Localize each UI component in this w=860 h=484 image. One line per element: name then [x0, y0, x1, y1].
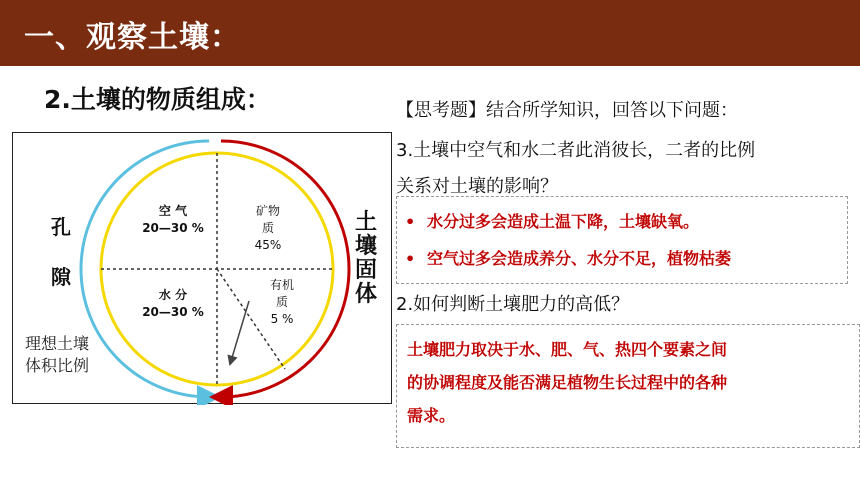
air-name: 空 气: [158, 204, 188, 218]
solid-label-char-3: 固: [355, 258, 378, 283]
pore-label-char-2: 隙: [51, 265, 71, 289]
question-3-line-1: 3.土壤中空气和水二者此消彼长，二者的比例: [396, 140, 756, 161]
question-intro: 【思考题】结合所学知识，回答以下问题：: [396, 100, 738, 121]
soil-composition-diagram: [12, 132, 392, 404]
ratio-label-line-2: 体积比例: [25, 356, 90, 375]
water-value: 20—30 %: [142, 305, 204, 319]
mineral-segment-label: [243, 203, 293, 254]
air-segment-label: [137, 203, 209, 237]
answer-box-2: [396, 324, 860, 448]
answer-2-line-3: 需求。: [407, 406, 456, 425]
answer-3-item-text: 空气过多会造成养分、水分不足，植物枯萎: [427, 249, 732, 268]
organic-name-line-2: 质: [275, 295, 288, 309]
mineral-name-line-1: 矿物: [255, 204, 280, 218]
pore-label-char-1: 孔: [51, 215, 71, 239]
organic-pointer-arrow: [231, 301, 249, 361]
answer-3-item: [405, 203, 839, 240]
mineral-name-line-2: 质: [261, 221, 274, 235]
organic-value: 5 %: [270, 312, 294, 326]
solid-label-char-2: 壤: [355, 234, 378, 259]
organic-name-line-1: 有机: [269, 278, 294, 292]
answer-3-item: [405, 240, 839, 277]
question-3-line-2: 关系对土壤的影响？: [396, 176, 558, 197]
answer-2-line-2: 的协调程度及能否满足植物生长过程中的各种: [407, 373, 728, 392]
answer-box-3: [396, 196, 848, 284]
answer-2-line-1: 土壤肥力取决于水、肥、气、热四个要素之间: [407, 340, 728, 359]
slide-title: 一、观察土壤：: [24, 20, 241, 55]
ratio-label-line-1: 理想土壤: [25, 334, 90, 353]
air-value: 20—30 %: [142, 221, 204, 235]
ideal-ratio-label: [25, 333, 89, 377]
bullet-icon: •: [405, 212, 416, 231]
organic-segment-label: [257, 277, 307, 328]
question-2: 2.如何判断土壤肥力的高低？: [396, 294, 630, 315]
solid-label-char-1: 土: [355, 210, 378, 235]
water-segment-label: [137, 287, 209, 321]
title-bar: [0, 0, 860, 66]
section-title: 2.土壤的物质组成：: [44, 85, 271, 114]
answer-3-item-text: 水分过多会造成土温下降，土壤缺氧。: [427, 212, 700, 231]
mineral-value: 45%: [254, 238, 282, 252]
water-name: 水 分: [158, 288, 188, 302]
bullet-icon: •: [405, 249, 416, 268]
solid-label-char-4: 体: [355, 282, 378, 307]
